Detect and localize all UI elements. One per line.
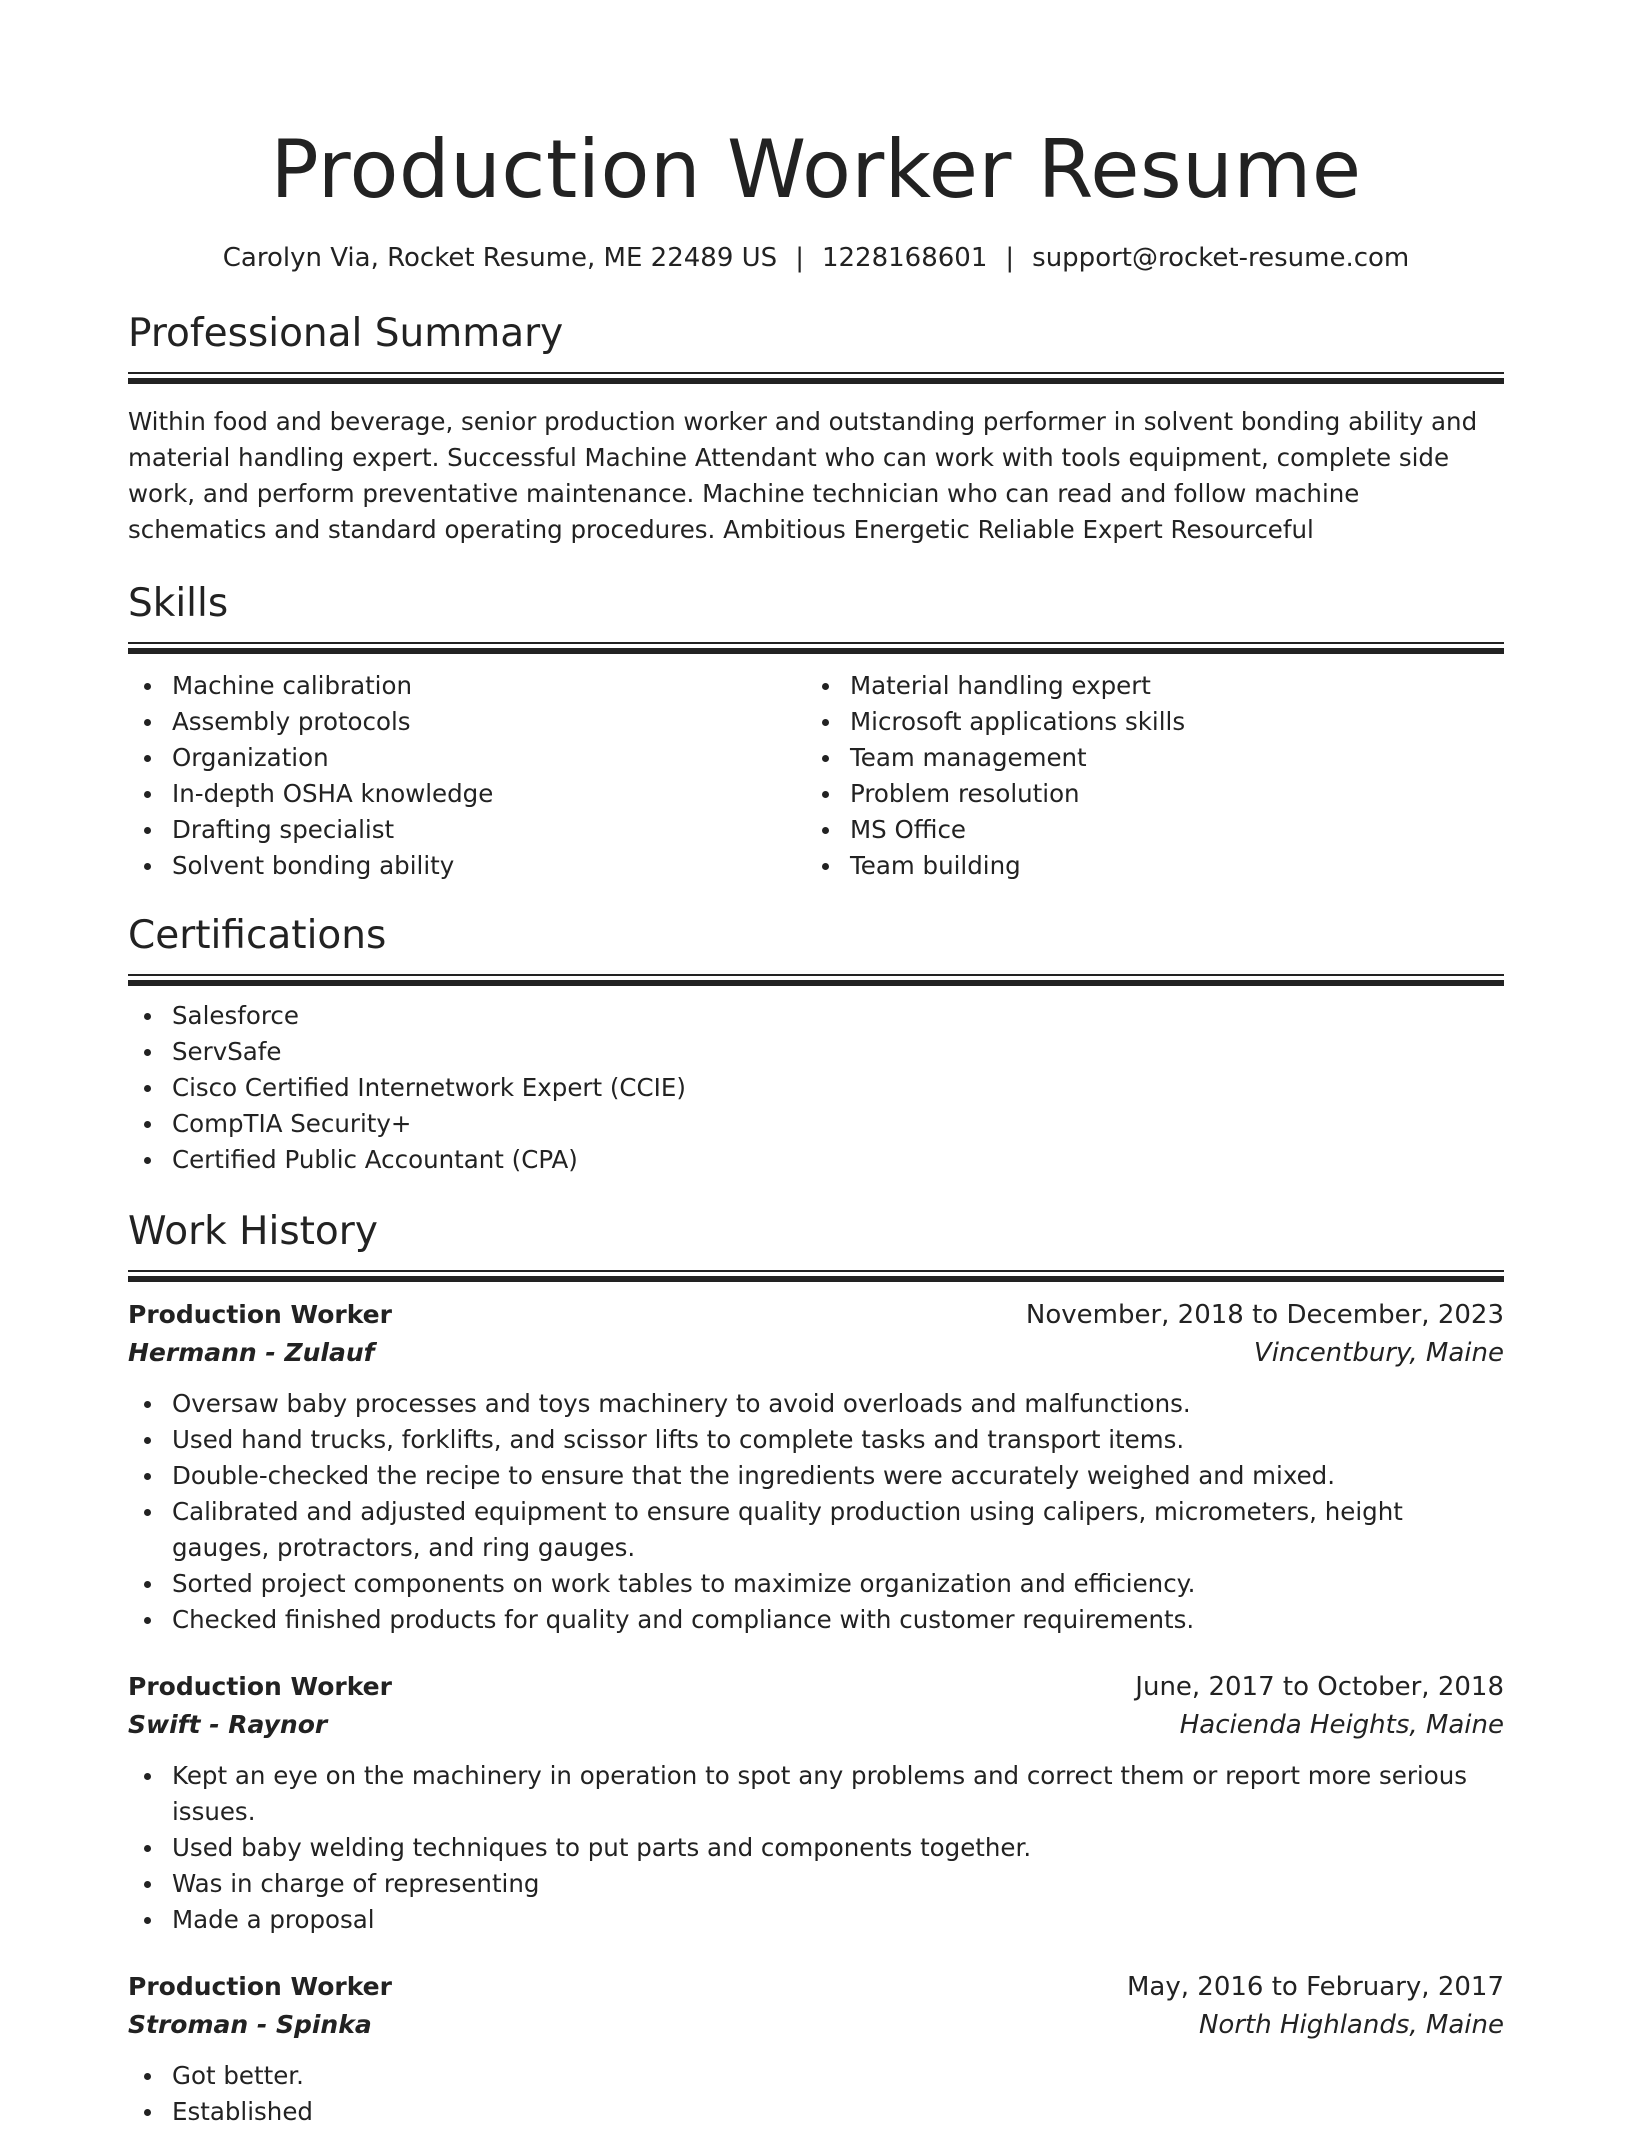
job-header (128, 1968, 1504, 2006)
job-dates: June, 2017 to October, 2018 (1135, 1672, 1504, 1702)
job-title: Production Worker (128, 1972, 392, 2001)
certifications-heading: Certifications (128, 913, 387, 958)
job-duty: Calibrated and adjusted equipment to ensure quality production using calipers, micrometers, height gauges, protractors, and ring gauges. (128, 1494, 1504, 1566)
section-divider (128, 372, 1504, 384)
skill-item: Microsoft applications skills (806, 704, 1484, 740)
job-entry (128, 1668, 1504, 1938)
job-duties (128, 2058, 1504, 2130)
job-location: Hacienda Heights, Maine (1179, 1710, 1504, 1740)
job-company: Hermann - Zulauf (128, 1338, 375, 1367)
job-company: Swift - Raynor (128, 1710, 328, 1739)
section-divider (128, 1270, 1504, 1282)
job-duty: Made a proposal (128, 1902, 1504, 1938)
job-duties (128, 1386, 1504, 1638)
skills-heading: Skills (128, 581, 229, 626)
contact-separator: | (795, 243, 804, 273)
job-subheader (128, 2006, 1504, 2044)
certification-item: Salesforce (128, 998, 1504, 1034)
job-dates: November, 2018 to December, 2023 (1025, 1300, 1504, 1330)
certifications-list (128, 998, 1504, 1178)
skills-list-right (806, 668, 1484, 884)
skill-item: Drafting specialist (128, 812, 806, 848)
work-history-section (128, 1208, 1504, 2130)
job-duty: Kept an eye on the machinery in operation to spot any problems and correct them or report more serious issues. (128, 1758, 1504, 1830)
job-title: Production Worker (128, 1672, 392, 1701)
skill-item: Machine calibration (128, 668, 806, 704)
job-subheader (128, 1334, 1504, 1372)
job-duty: Checked finished products for quality and compliance with customer requirements. (128, 1602, 1504, 1638)
skill-item: Material handling expert (806, 668, 1484, 704)
job-duty: Was in charge of representing (128, 1866, 1504, 1902)
contact-separator: | (1005, 243, 1015, 273)
job-subheader (128, 1706, 1504, 1744)
work-history-heading: Work History (128, 1209, 378, 1254)
section-divider (128, 974, 1504, 986)
job-duty: Sorted project components on work tables to maximize organization and efficiency. (128, 1566, 1504, 1602)
resume-page (128, 0, 1504, 2130)
contact-line (128, 240, 1504, 276)
skills-list-left (128, 668, 806, 884)
skill-item: Organization (128, 740, 806, 776)
certification-item: CompTIA Security+ (128, 1106, 1504, 1142)
job-duties (128, 1758, 1504, 1938)
job-location: North Highlands, Maine (1198, 2010, 1504, 2040)
skill-item: Assembly protocols (128, 704, 806, 740)
job-entry (128, 1968, 1504, 2130)
skill-item: In-depth OSHA knowledge (128, 776, 806, 812)
skill-item: Problem resolution (806, 776, 1484, 812)
job-location: Vincentbury, Maine (1253, 1338, 1504, 1368)
job-title: Production Worker (128, 1300, 392, 1329)
certification-item: Certified Public Accountant (CPA) (128, 1142, 1504, 1178)
job-company: Stroman - Spinka (128, 2010, 372, 2039)
job-duty: Used hand trucks, forklifts, and scissor lifts to complete tasks and transport items. (128, 1422, 1504, 1458)
certifications-section (128, 912, 1504, 1178)
job-duty: Used baby welding techniques to put parts and components together. (128, 1830, 1504, 1866)
resume-title: Production Worker Resume (270, 123, 1362, 216)
skill-item: Team management (806, 740, 1484, 776)
summary-heading: Professional Summary (128, 311, 564, 356)
skill-item: Team building (806, 848, 1484, 884)
job-duty: Double-checked the recipe to ensure that the ingredients were accurately weighed and mixed. (128, 1458, 1504, 1494)
job-duty: Oversaw baby processes and toys machinery to avoid overloads and malfunctions. (128, 1386, 1504, 1422)
job-header (128, 1296, 1504, 1334)
section-divider (128, 642, 1504, 654)
contact-email: support@rocket-resume.com (1032, 243, 1410, 273)
certification-item: ServSafe (128, 1034, 1504, 1070)
job-dates: May, 2016 to February, 2017 (1127, 1972, 1504, 2002)
skills-section (128, 580, 1504, 884)
job-entry (128, 1296, 1504, 1638)
contact-phone: 1228168601 (821, 243, 988, 273)
job-duty: Got better. (128, 2058, 1504, 2094)
summary-text: Within food and beverage, senior production worker and outstanding performer in solvent bonding ability and material handling expert. Successful Machine Attendant who can work with tools equipment, complete side work, and perform preventative maintenance. Machine technician who can read and follow machine schematics and standard operating procedures. Ambitious Energetic Reliable Expert Resourceful (128, 407, 1478, 544)
summary-section (128, 310, 1504, 548)
skill-item: MS Office (806, 812, 1484, 848)
contact-address: Carolyn Via, Rocket Resume, ME 22489 US (222, 243, 778, 273)
skill-item: Solvent bonding ability (128, 848, 806, 884)
job-duty: Established (128, 2094, 1504, 2130)
skills-columns (128, 668, 1504, 884)
job-header (128, 1668, 1504, 1706)
certification-item: Cisco Certified Internetwork Expert (CCIE) (128, 1070, 1504, 1106)
